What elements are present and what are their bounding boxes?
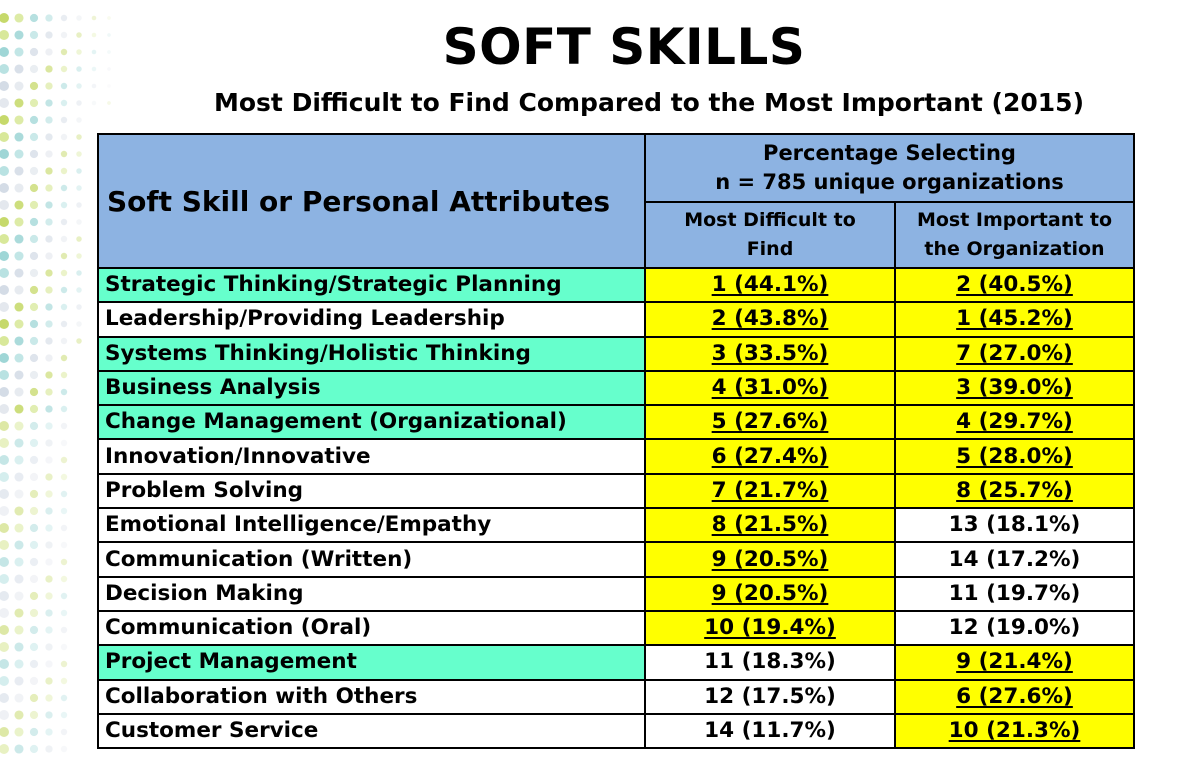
most-difficult-cell [645,439,895,473]
most-difficult-cell [645,611,895,645]
group-header-line2: n = 785 unique organizations [715,170,1064,194]
most-important-cell [895,508,1134,542]
table-row [98,645,1134,679]
most-important-value: 5 (28.0%) [956,443,1073,469]
most-important-cell [895,268,1134,302]
skill-name-cell: Decision Making [98,577,645,611]
table-row [98,439,1134,473]
most-important-value: 9 (21.4%) [956,649,1073,675]
most-difficult-cell [645,371,895,405]
most-difficult-value: 7 (21.7%) [711,477,829,503]
most-important-value: 2 (40.5%) [956,272,1073,298]
most-important-value: 13 (18.1%) [948,512,1081,538]
skill-name-cell: Communication (Oral) [98,611,645,645]
table-row [98,542,1134,576]
most-important-cell [895,680,1134,714]
skill-name-cell: Problem Solving [98,474,645,508]
most-difficult-cell [645,474,895,508]
most-important-value: 10 (21.3%) [948,718,1081,743]
skill-name-cell: Innovation/Innovative [98,439,645,473]
most-difficult-value: 2 (43.8%) [711,306,829,332]
column-header-skill: Soft Skill or Personal Attributes [98,134,645,268]
skill-name-cell: Leadership/Providing Leadership [98,302,645,336]
most-difficult-value: 8 (21.5%) [711,512,829,538]
most-difficult-value: 11 (18.3%) [704,649,836,675]
table-row [98,474,1134,508]
most-difficult-value: 5 (27.6%) [711,409,829,435]
page-subtitle: Most Difficult to Find Compared to the Most Important (2015) [213,88,1084,117]
column-header-most-important: Most Important to the Organization [895,202,1134,268]
most-difficult-cell [645,268,895,302]
skill-name-cell: Emotional Intelligence/Empathy [98,508,645,542]
most-important-cell [895,714,1134,748]
most-important-cell [895,371,1134,405]
most-difficult-value: 14 (11.7%) [704,718,836,743]
table-row [98,268,1134,302]
most-difficult-value: 9 (20.5%) [711,546,829,572]
most-difficult-value: 3 (33.5%) [711,340,829,366]
most-difficult-cell [645,542,895,576]
most-important-cell [895,577,1134,611]
table-row [98,405,1134,439]
most-difficult-value: 1 (44.1%) [711,272,829,298]
most-important-value: 14 (17.2%) [948,546,1081,572]
most-important-cell [895,337,1134,371]
skill-name-cell: Change Management (Organizational) [98,405,645,439]
most-important-cell [895,645,1134,679]
table-row [98,302,1134,336]
most-important-value: 7 (27.0%) [956,340,1073,366]
most-difficult-value: 9 (20.5%) [711,580,829,606]
skill-name-cell: Project Management [98,645,645,679]
most-important-value: 8 (25.7%) [956,477,1073,503]
most-important-cell [895,611,1134,645]
table-row [98,508,1134,542]
most-difficult-cell [645,645,895,679]
most-difficult-value: 4 (31.0%) [711,375,829,401]
table-row [98,337,1134,371]
column-group-header-percentage [645,134,1134,202]
skill-name-cell: Business Analysis [98,371,645,405]
most-difficult-cell [645,577,895,611]
most-important-value: 1 (45.2%) [956,306,1073,332]
most-important-value: 12 (19.0%) [948,615,1081,641]
table-row [98,371,1134,405]
most-difficult-value: 10 (19.4%) [704,615,836,641]
most-difficult-cell [645,405,895,439]
most-important-value: 11 (19.7%) [948,580,1081,606]
skill-name-cell: Systems Thinking/Holistic Thinking [98,337,645,371]
most-important-cell [895,474,1134,508]
most-important-value: 3 (39.0%) [956,375,1073,401]
soft-skills-table [97,133,1135,749]
skill-name-cell: Strategic Thinking/Strategic Planning [98,268,645,302]
page-title: SOFT SKILLS [442,18,806,76]
skill-name-cell: Customer Service [98,714,645,748]
most-difficult-cell [645,508,895,542]
most-difficult-cell [645,302,895,336]
skill-name-cell: Communication (Written) [98,542,645,576]
most-important-cell [895,439,1134,473]
most-important-value: 6 (27.6%) [956,683,1073,709]
most-important-cell [895,302,1134,336]
table-row [98,611,1134,645]
table-row [98,680,1134,714]
skill-name-cell: Collaboration with Others [98,680,645,714]
most-difficult-value: 6 (27.4%) [711,443,829,469]
most-important-cell [895,542,1134,576]
group-header-line1: Percentage Selecting [763,141,1016,165]
most-difficult-cell [645,337,895,371]
most-difficult-cell [645,714,895,748]
column-header-most-difficult: Most Difficult to Find [645,202,895,268]
most-important-value: 4 (29.7%) [956,409,1073,435]
most-difficult-value: 12 (17.5%) [704,683,836,709]
table-row [98,714,1134,748]
most-difficult-cell [645,680,895,714]
most-important-cell [895,405,1134,439]
table-row [98,577,1134,611]
